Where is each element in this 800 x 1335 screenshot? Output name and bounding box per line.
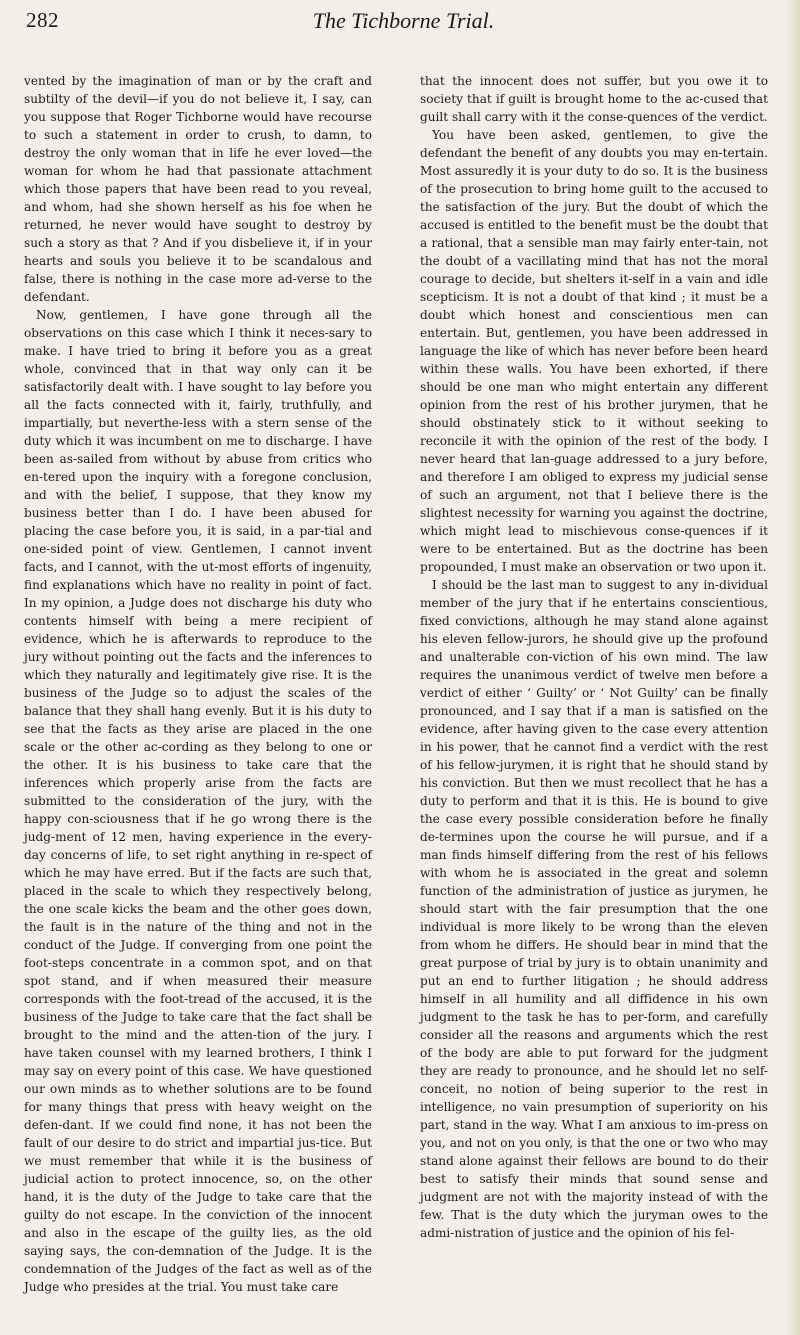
left-column bbox=[24, 72, 372, 1296]
running-title: The Tichborne Trial. bbox=[312, 8, 495, 33]
page-number: 282 bbox=[26, 8, 59, 32]
right-paragraph-3: I should be the last man to suggest to any in-dividual member of the jury that if he entertains conscientious, fixed convictions, although he may stand alone against his eleven fellow-jurors, he should give up the profound and unalterable con-viction of his own mind. The law requires the unanimous verdict of twelve men before a verdict of either ‘ Guilty’ or ‘ Not Guilty’ can be finally pronounced, and I say that if a man is satisfied on the evidence, after having given to the case every attention in his power, that he cannot find a verdict with the rest of his fellow-jurymen, it is right that he should stand by his conviction. But then we must recollect that he has a duty to perform and that it is this. He is bound to give the case every possible consideration before he finally de-termines upon the course he will pursue, and if a man finds himself differing from the rest of his fellows with whom he is associated in the great and solemn function of the administration of justice as jurymen, he should start with the fair presumption that the one individual is more likely to be wrong than the eleven from whom he differs. He should bear in mind that the great purpose of trial by jury is to obtain unanimity and put an end to further litigation ; he should address himself in all humility and all diffidence in his own judgment to the task he has to per-form, and carefully consider all the reasons and arguments which the rest of the body are able to put forward for the judgment they are ready to pronounce, and he should let no self-conceit, no notion of being superior to the rest in intelligence, no vain presumption of superiority on his part, stand in the way. What I am anxious to im-press on you, and not on you only, is that the one or two who may stand alone against their fellows are bound to do their best to satisfy their minds that sound sense and judgment are not with the majority instead of with the few. That is the duty which the juryman owes to the admi-nistration of justice and the opinion of his fel- bbox=[420, 578, 768, 1240]
right-column bbox=[420, 72, 768, 1242]
left-paragraph-2: Now, gentlemen, I have gone through all the observations on this case which I think it neces-sary to make. I have tried to bring it before you as a great whole, convinced that in that way only can it be satisfactorily dealt with. I have sought to lay before you all the facts connected with it, fairly, truthfully, and impartially, but neverthe-less with a stern sense of the duty which it was incumbent on me to discharge. I have been as-sailed from without by abuse from critics who en-tered upon the inquiry with a foregone conclusion, and with the belief, I suppose, that they know my business better than I do. I have been abused for placing the case before you, it is said, in a par-tial and one-sided point of view. Gentlemen, I cannot invent facts, and I cannot, with the ut-most efforts of ingenuity, find explanations which have no reality in point of fact. In my opinion, a Judge does not discharge his duty who contents himself with being a mere recipient of evidence, which he is afterwards to reproduce to the jury without pointing out the facts and the inferences to which they naturally and legitimately give rise. It is the business of the Judge so to adjust the scales of the balance that they shall hang evenly. But it is his duty to see that the facts as they arise are placed in the one scale or the other ac-cording as they belong to one or the other. It is his business to take care that the inferences which properly arise from the facts are submitted to the consideration of the jury, with the happy con-sciousness that if he go wrong there is the judg-ment of 12 men, having experience in the every-day concerns of life, to set right anything in re-spect of which he may have erred. But if the facts are such that, placed in the scale to which they respectively belong, the one scale kicks the beam and the other goes down, the fault is in the nature of the thing and not in the conduct of the Judge. If converging from one point the foot-steps concentrate in a common spot, and on that spot stand, and if when measured their measure corresponds with the foot-tread of the accused, it is the business of the Judge to take care that the fact shall be brought to the mind and the atten-tion of the jury. I have taken counsel with my learned brothers, I think I may say on every point of this case. We have questioned our own minds as to whether solutions are to be found for many things that press with heavy weight on the defen-dant. If we could find none, it has not been the fault of our desire to do strict and impartial jus-tice. But we must remember that while it is the business of judicial action to protect innocence, so, on the other hand, it is the duty of the Judge to take care that the guilty do not escape. In the conviction of the innocent and also in the escape of the guilty lies, as the old saying says, the con-demnation of the Judge. It is the condemnation of the Judges of the fact as well as of the Judge who presides at the trial. You must take care bbox=[24, 308, 372, 1294]
page-header bbox=[26, 2, 781, 36]
right-paragraph-1: that the innocent does not suffer, but you owe it to society that if guilt is brought home to the ac-cused that guilt shall carry with it the conse-quences of the verdict. bbox=[420, 74, 768, 124]
left-paragraph-1: vented by the imagination of man or by the craft and subtilty of the devil—if you do not believe it, I say, can you suppose that Roger Tichborne would have recourse to such a statement in order to crush, to damn, to destroy the only woman that in life he ever loved—the woman for whom he had that passionate attachment which those papers that have been read to you reveal, and whom, had she shown herself as his foe when he returned, he never would have sought to destroy by such a story as that ? And if you disbelieve it, if in your hearts and souls you believe it to be scandalous and false, there is nothing in the case more ad-verse to the defendant. bbox=[24, 74, 372, 304]
page-edge-shadow bbox=[786, 0, 800, 1335]
right-paragraph-2: You have been asked, gentlemen, to give the defendant the benefit of any doubts you may en-tertain. Most assuredly it is your duty to do so. It is the business of the prosecution to bring home guilt to the accused to the satisfaction of the jury. But the doubt of which the accused is entitled to the benefit must be the doubt that a rational, that a sensible man may fairly enter-tain, not the doubt of a vacillating mind that has not the moral courage to decide, but shelters it-self in a vain and idle scepticism. It is not a doubt of that kind ; it must be a doubt which honest and conscientious men can entertain. But, gentlemen, you have been addressed in language the like of which has never before been heard within these walls. You have been exhorted, if there should be one man who might entertain any different opinion from the rest of his brother jurymen, that he should obstinately stick to it without seeking to reconcile it with the opinion of the rest of the body. I never heard that lan-guage addressed to a jury before, and therefore I am obliged to express my judicial sense of such an argument, not that I believe there is the slightest necessity for warning you against the doctrine, which might lead to mischievous conse-quences if it were to be entertained. But as the doctrine has been propounded, I must make an observation or two upon it. bbox=[420, 128, 768, 574]
